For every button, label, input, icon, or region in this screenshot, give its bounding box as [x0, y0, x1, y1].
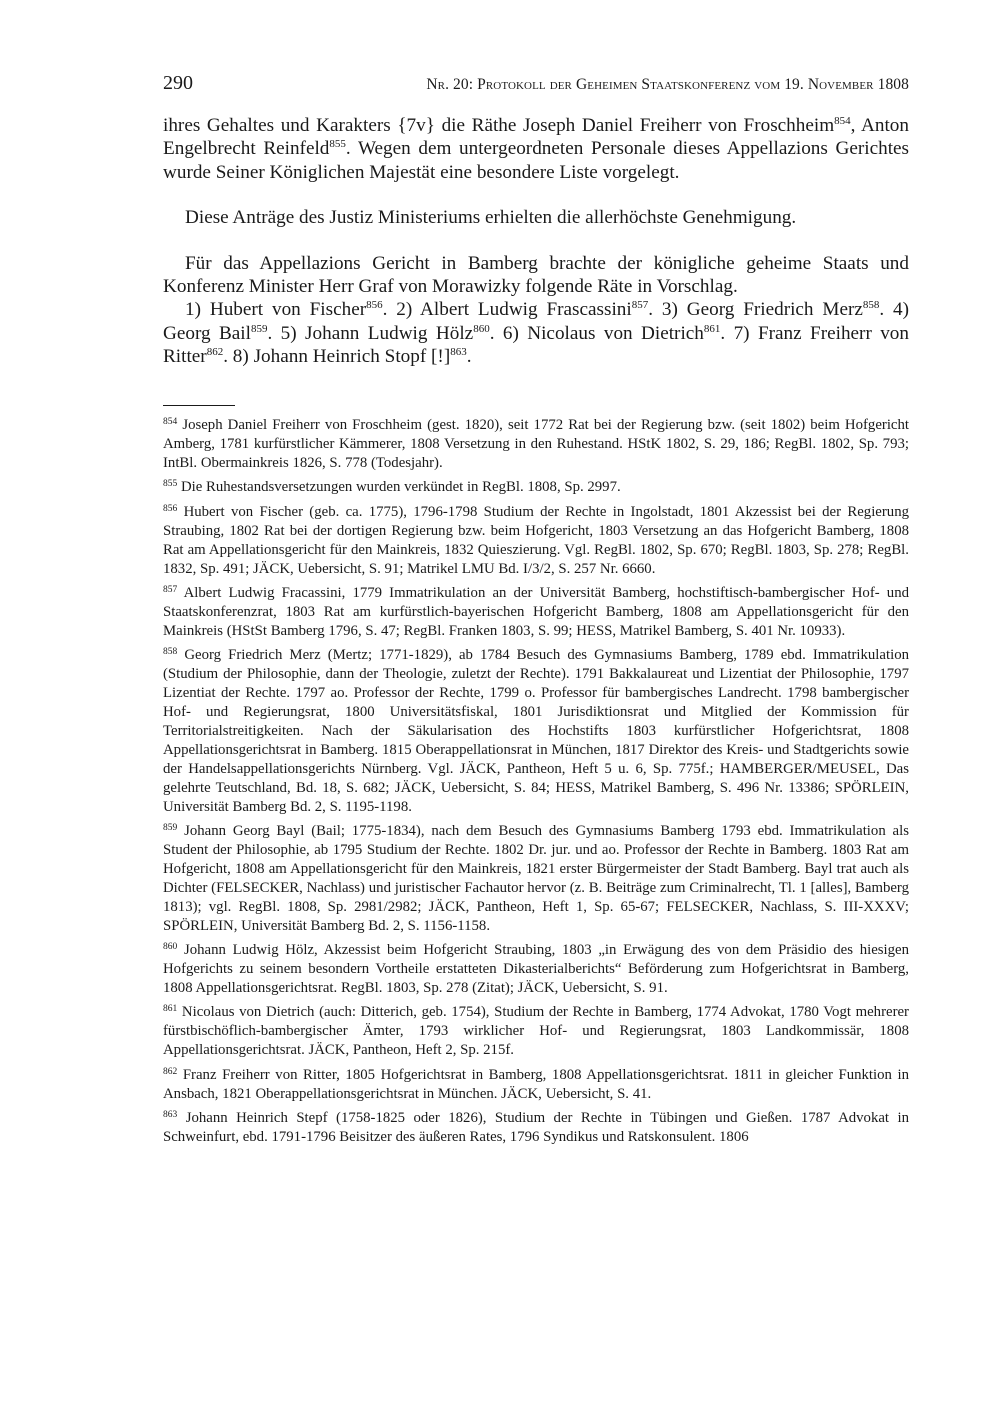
footnote-number: 862	[163, 1066, 178, 1077]
footnote-ref: 862	[206, 346, 224, 359]
footnote-text: Johann Ludwig Hölz, Akzessist beim Hofgericht Straubing, 1803 „in Erwägung des von dem Präsidio des hiesigen Hofgerichts zu seinem besondern Vortheile erstatteten Dikasterialberichts“ Beförderung zum Hofgerichtsrat in Bamberg, 1808 Appellationsgerichtsrat. RegBl. 1803, Sp. 278 (Zitat); JÄCK, Uebersicht, S. 91.	[163, 942, 910, 996]
footnote-text: Georg Friedrich Merz (Mertz; 1771-1829), ab 1784 Besuch des Gymnasiums Bamberg, 1789 ebd. Immatrikulation (Studium der Philosophie, dann der Theologie, zuletzt der Rechte). 1791 Bakkalaureat und Lizentiat der Philosophie, 1797 Lizentiat der Rechte. 1797 ao. Professor der Rechte, 1799 o. Professor für bambergisches Landrecht. 1798 bambergischer Hof- und Regierungsrat, 1800 Universitätsfiskal, 1801 Jurisdiktionsrat und Mitglied der Kommission für Territorialstreitigkeiten. Nach der Säkularisation des Hochstifts 1803 kurfürstlicher Hofgerichtsrat, 1808 Appellationsgerichtsrat in Bamberg. 1815 Oberappellationsrat in München, 1817 Direktor des Kreis- und Stadtgerichts sowie der Handelsappellationsgerichts Nürnberg. Vgl. JÄCK, Pantheon, Heft 5 u. 6, Sp. 775f.; HAMBERGER/MEUSEL, Das gelehrte Teutschland, Bd. 18, S. 682; JÄCK, Uebersicht, S. 84; HESS, Matrikel Bamberg, S. 496 Nr. 13386; SPÖRLEIN, Universität Bamberg Bd. 2, S. 1195-1198.	[163, 647, 909, 815]
footnote-855	[163, 478, 909, 497]
footnote-863	[163, 1109, 909, 1147]
paragraph-1-part-c: . Wegen dem untergeordneten Personale dieses Appellazions Gerichtes wurde Seiner Königlichen Majestät eine besondere Liste vorgelegt.	[163, 138, 910, 183]
footnote-number: 854	[163, 417, 178, 427]
list-item: 3) Georg Friedrich Merz	[661, 299, 863, 321]
footnote-number: 857	[163, 585, 178, 596]
footnote-text: Hubert von Fischer (geb. ca. 1775), 1796-1798 Studium der Rechte in Ingolstadt, 1801 Akzessist bei der Regierung Straubing, 1802 Rat bei der dortigen Regierung bzw. beim Hofgericht, 1803 Versetzung an das Hofgericht Bamberg, 1808 Rat am Appellationsgericht für den Mainkreis, 1832 Quieszierung. Vgl. RegBl. 1802, Sp. 670; RegBl. 1803, Sp. 278; RegBl. 1832, Sp. 491; JÄCK, Uebersicht, S. 91; Matrikel LMU Bd. I/3/2, S. 257 Nr. 6660.	[163, 503, 909, 577]
list-item: 8) Johann Heinrich Stopf [!]	[232, 346, 451, 368]
footnote-ref-854: 854	[834, 115, 851, 127]
list-item: 4) Georg Bail	[163, 299, 910, 344]
running-title	[426, 76, 909, 94]
footnote-861	[163, 1003, 909, 1060]
footnote-ref: 863	[450, 346, 467, 359]
paragraph-1-part-b: , Anton Engelbrecht Reinfeld	[163, 115, 909, 160]
footnote-860	[163, 941, 909, 998]
footnote-number: 863	[163, 1110, 178, 1121]
footnote-859	[163, 822, 909, 935]
footnote-ref-855: 855	[329, 138, 346, 151]
footnote-separator	[163, 405, 235, 406]
list-item: 7) Franz Freiherr von Ritter	[163, 322, 909, 368]
footnote-ref: 861	[703, 322, 721, 335]
footnote-text: Die Ruhestandsversetzungen wurden verkündet in RegBl. 1808, Sp. 2997.	[180, 479, 621, 496]
footnote-856	[163, 503, 909, 579]
paragraph-1-part-a: ihres Gehaltes und Karakters {7v} die Räthe Joseph Daniel Freiherr von Froschheim	[163, 115, 835, 136]
footnote-text: Johann Georg Bayl (Bail; 1775-1834), nach dem Besuch des Gymnasiums Bamberg 1793 ebd. Immatrikulation als Student der Philosophie, ab 1795 Studium der Rechte. 1802 Dr. jur. und ao. Professor der Rechte in Bamberg. 1803 Rat am Hofgericht, 1808 am Appellationsgericht für den Mainkreis, 1821 erster Bürgermeister der Stadt Bamberg. Bayl trat auch als Dichter (FELSECKER, Nachlass) und juristischer Fachautor hervor (z. B. Beiträge zum Criminalrecht, Tl. 1 [alles], Bamberg 1813); vgl. RegBl. 1808, Sp. 2981/2982; JÄCK, Pantheon, Heft 1, Sp. 65-67; FELSECKER, Nachlass, S. III-XXXV; SPÖRLEIN, Universität Bamberg Bd. 2, S. 1156-1158.	[163, 823, 909, 934]
footnote-number: 855	[163, 479, 178, 490]
footnote-number: 858	[163, 647, 178, 658]
paragraph-1	[163, 114, 909, 184]
footnote-ref: 859	[250, 322, 268, 335]
footnote-text: Johann Heinrich Stepf (1758-1825 oder 1826), Studium der Rechte in Tübingen und Gießen. 1787 Advokat in Schweinfurt, ebd. 1791-1796 Beisitzer des äußeren Rates, 1796 Syndikus und Ratskonsulent. 1806	[163, 1110, 910, 1146]
footnotes	[163, 416, 909, 1153]
footnote-854	[163, 416, 909, 473]
paragraph-3: Für das Appellazions Gericht in Bamberg brachte der königliche geheime Staats und Konferenz Minister Herr Graf von Morawizky folgende Räte in Vorschlag.	[163, 252, 909, 298]
footnote-ref: 856	[366, 299, 383, 312]
list-item: 1) Hubert von Fischer	[185, 299, 367, 321]
footnote-number: 860	[163, 942, 178, 953]
footnote-text: Joseph Daniel Freiherr von Froschheim (gest. 1820), seit 1772 Rat bei der Regierung bzw. (seit 1802) beim Hofgericht Amberg, 1781 kurfürstlicher Kämmerer, 1808 Versetzung in den Ruhestand. HStK 1802, S. 29, 186; RegBl. 1802, Sp. 793; IntBl. Obermainkreis 1826, S. 778 (Todesjahr).	[163, 417, 910, 471]
page-number: 290	[163, 72, 193, 94]
footnote-ref: 860	[473, 322, 490, 335]
footnote-ref: 857	[631, 299, 649, 312]
footnote-text: Franz Freiherr von Ritter, 1805 Hofgerichtsrat in Bamberg, 1808 Appellationsgerichtsrat. 1811 in gleicher Funktion in Ansbach, 1821 Oberappellationsgerichtsrat in München. JÄCK, Uebersicht, S. 41.	[163, 1066, 909, 1102]
candidate-list: 1) Hubert von Fischer$^{856}$. 2) Albert Ludwig Frascassini$^{857}$. 3) Georg Friedrich Merz$^{858}$. 4) Georg Bail$^{859}$. 5) Johann Ludwig Hölz$^{860}$. 6) Nicolaus von Dietrich$^{861}$. 7) Franz Freiherr von Ritter$^{862}$. 8) Johann Heinrich Stopf [!]$^{863}$.	[163, 299, 910, 368]
footnote-ref: 858	[862, 299, 880, 312]
list-item: 6) Nicolaus von Dietrich	[502, 322, 704, 344]
footnote-number: 861	[163, 1004, 178, 1015]
list-item: 2) Albert Ludwig Frascassini	[396, 299, 632, 321]
paragraph-2: Diese Anträge des Justiz Ministeriums erhielten die allerhöchste Genehmigung.	[185, 207, 797, 229]
running-header	[163, 72, 909, 98]
footnote-number: 859	[163, 823, 178, 834]
footnote-text: Nicolaus von Dietrich (auch: Ditterich, geb. 1754), Studium der Rechte in Bamberg, 1774 Advokat, 1780 Vogt mehrerer fürstbischöflich-bambergischer Ämter, 1793 wirklicher Hof- und Regierungsrat, 1803 Landkommissär, 1808 Appellationsgerichtsrat. JÄCK, Pantheon, Heft 2, Sp. 215f.	[163, 1004, 909, 1059]
footnote-857	[163, 584, 909, 641]
main-text	[163, 114, 909, 369]
footnote-number: 856	[163, 503, 178, 514]
footnote-text: Albert Ludwig Fracassini, 1779 Immatrikulation an der Universität Bamberg, hochstiftisch-bambergischer Hof- und Staatskonferenzrat, 1803 Rat am kurfürstlich-bayerischen Hofgericht Bamberg, 1808 am Appellationsgericht für den Mainkreis (HStSt Bamberg 1796, S. 47; RegBl. Franken 1803, S. 99; HESS, Matrikel Bamberg, S. 401 Nr. 10933).	[163, 585, 909, 639]
footnote-858	[163, 646, 909, 816]
running-title-nr: Nr.	[426, 76, 450, 93]
running-title-text: 20: Protokoll der Geheimen Staatskonferenz vom 19. November 1808	[453, 76, 909, 93]
footnote-862	[163, 1066, 909, 1104]
list-item: 5) Johann Ludwig Hölz	[280, 322, 474, 344]
